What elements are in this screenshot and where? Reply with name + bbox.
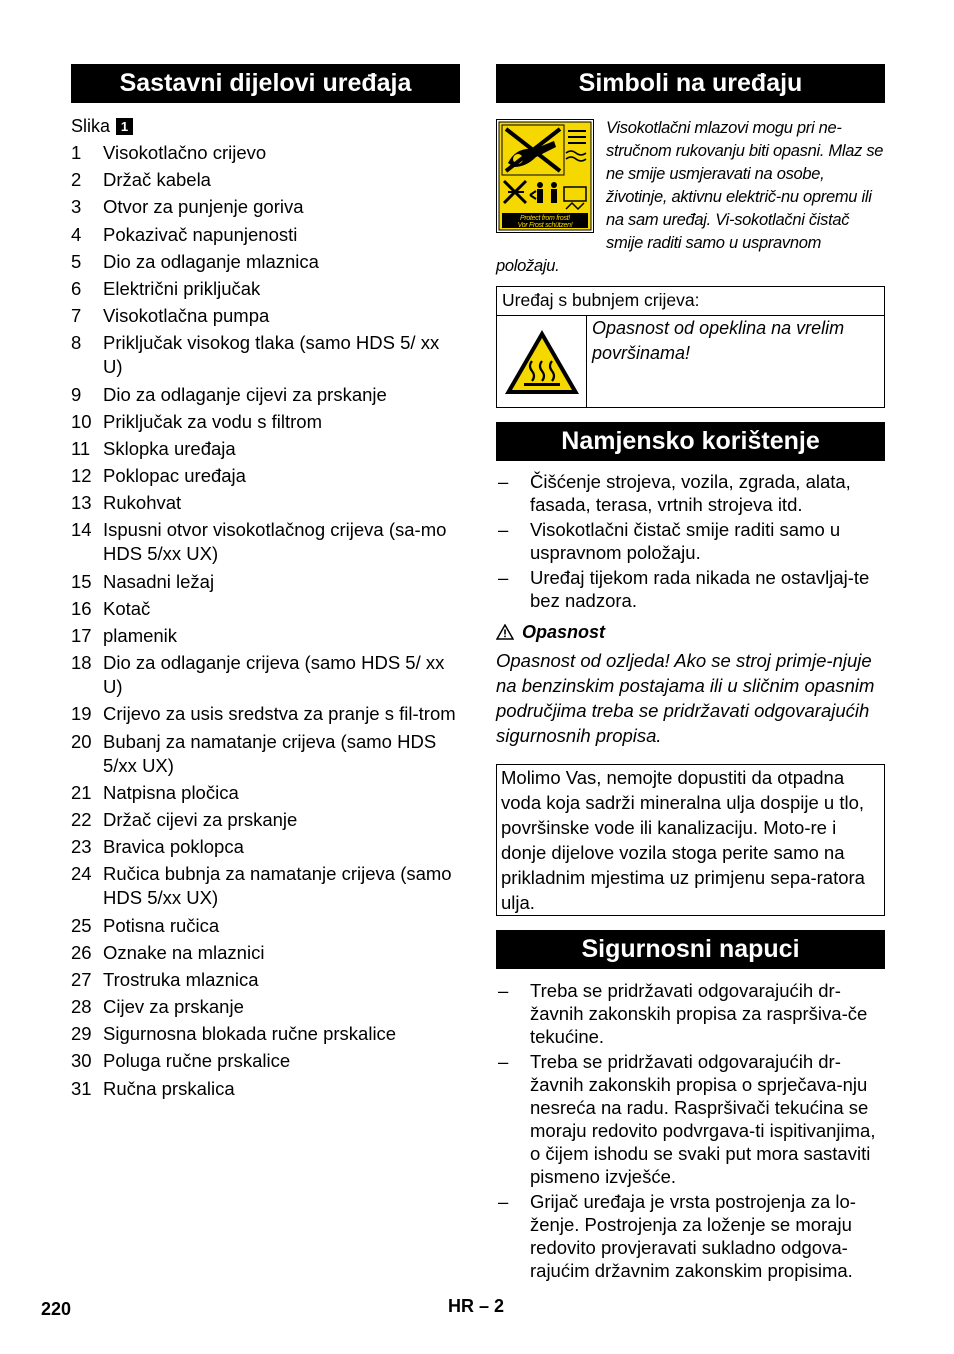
hose-drum-table-row xyxy=(497,316,884,407)
part-name: Sklopka uređaja xyxy=(103,437,236,459)
part-name: Trostruka mlaznica xyxy=(103,968,259,990)
label-caption-en: Protect from frost! xyxy=(520,215,570,222)
part-name: Visokotlačno crijevo xyxy=(103,142,267,163)
bullet-dash: – xyxy=(498,567,509,588)
part-item xyxy=(71,141,460,165)
part-item xyxy=(71,651,460,699)
intended-use-item xyxy=(496,566,885,612)
part-item xyxy=(71,1022,460,1046)
part-number: 7 xyxy=(71,305,82,327)
part-item xyxy=(71,168,460,192)
part-item xyxy=(71,331,460,379)
part-number: 28 xyxy=(71,996,92,1018)
part-number: 17 xyxy=(71,625,92,646)
intended-use-item xyxy=(496,470,885,516)
language-code: HR xyxy=(448,1296,474,1316)
part-number: 6 xyxy=(71,277,82,299)
part-name: Držač kabela xyxy=(103,169,211,191)
part-number: 12 xyxy=(71,465,92,487)
part-item xyxy=(71,835,460,859)
part-item xyxy=(71,383,460,407)
part-number: 2 xyxy=(71,169,82,191)
part-name: Dio za odlaganje mlaznica xyxy=(103,250,319,272)
hose-drum-warning-text: Opasnost od opeklina na vrelim površinama! xyxy=(592,318,845,363)
part-name: Potisna ručica xyxy=(103,914,220,936)
part-item xyxy=(71,223,460,247)
part-name: Rukohvat xyxy=(103,492,182,514)
parts-list xyxy=(71,141,460,1101)
part-number: 18 xyxy=(71,652,92,674)
part-item xyxy=(71,914,460,938)
safety-item-text: Grijač uređaja je vrsta postrojenja za lo-ženje. Postrojenja za loženje se moraju redovito provjeravati sukladno odgova-rajućim državnim zakonskim propisima. xyxy=(530,1191,856,1281)
part-name: Bubanj za namatanje crijeva (samo HDS 5/xx UX) xyxy=(103,730,437,776)
part-number: 1 xyxy=(71,142,82,163)
part-item xyxy=(71,250,460,274)
bullet-dash: – xyxy=(498,1191,509,1212)
page-number: 220 xyxy=(41,1299,72,1319)
part-number: 11 xyxy=(71,437,91,459)
part-name: Poklopac uređaja xyxy=(103,465,246,487)
part-name: Crijevo za usis sredstva za pranje s fil-trom xyxy=(103,703,456,725)
part-item xyxy=(71,995,460,1019)
part-name: Električni priključak xyxy=(103,277,261,299)
part-number: 30 xyxy=(71,1050,92,1072)
intended-use-item-text: Čišćenje strojeva, vozila, zgrada, alata, fasada, terasa, vrtnih strojeva itd. xyxy=(530,471,851,515)
label-caption-de: Vor Frost schützen! xyxy=(517,222,573,229)
section-heading-safety: Sigurnosni napuci xyxy=(496,930,885,969)
intended-use-list xyxy=(496,470,885,612)
part-item xyxy=(71,808,460,832)
part-number: 15 xyxy=(71,570,92,592)
part-name: Priključak visokog tlaka (samo HDS 5/ xx U) xyxy=(103,332,440,378)
part-name: Kotač xyxy=(103,597,151,619)
part-name: Ručica bubnja za namatanje crijeva (samo HDS 5/xx UX) xyxy=(103,863,452,909)
part-item xyxy=(71,304,460,328)
part-item xyxy=(71,968,460,992)
part-number: 3 xyxy=(71,196,82,218)
section-heading-components: Sastavni dijelovi uređaja xyxy=(71,64,460,103)
part-item xyxy=(71,862,460,910)
hose-drum-table xyxy=(496,286,885,408)
part-item xyxy=(71,702,460,726)
part-number: 8 xyxy=(71,332,82,354)
hot-surface-cell xyxy=(497,316,587,407)
bullet-dash: – xyxy=(498,1051,509,1072)
part-item xyxy=(71,730,460,778)
part-name: Nasadni ležaj xyxy=(103,570,215,592)
part-number: 19 xyxy=(71,703,92,725)
hose-drum-table-header: Uređaj s bubnjem crijeva: xyxy=(497,287,884,316)
figure-number-badge: 1 xyxy=(116,118,133,135)
left-column xyxy=(71,64,460,1104)
danger-text: Opasnost od ozljeda! Ako se stroj primje-njuje na benzinskim postajama ili u sličnim opasnim područjima treba se pridržavati odgovarajućih sigurnosnih propisa. xyxy=(496,650,875,746)
part-name: Natpisna pločica xyxy=(103,781,239,803)
part-name: Ručna prskalica xyxy=(103,1077,235,1099)
part-number: 14 xyxy=(71,519,92,541)
section-heading-intended-use: Namjensko korištenje xyxy=(496,422,885,461)
part-number: 9 xyxy=(71,383,82,405)
part-item xyxy=(71,570,460,594)
safety-item-text: Treba se pridržavati odgovarajućih dr-žavnih zakonskih propisa o sprječava-nju nesreća na radu. Raspršivači tekućina se moraju redovito podvrgava-ti ispitivanjima, o čijem ishodu se svaki put mora sastaviti pismeno izvješće. xyxy=(530,1051,876,1187)
safety-item xyxy=(496,1190,885,1282)
part-name: Visokotlačna pumpa xyxy=(103,305,270,327)
part-number: 26 xyxy=(71,941,92,963)
symbols-description: Visokotlačni mlazovi mogu pri ne-stručnom rukovanju biti opasni. Mlaz se ne smije usmjeravati na osobe, životinje, aktivnu električ-nu opremu ili na sam uređaj. Vi-sokotlačni čistač smije raditi samo u uspravnom položaju. xyxy=(496,119,884,275)
bullet-dash: – xyxy=(498,519,509,540)
part-number: 31 xyxy=(71,1077,92,1099)
part-number: 4 xyxy=(71,223,82,245)
environment-notice-box xyxy=(496,764,885,916)
part-number: 5 xyxy=(71,250,82,272)
part-item xyxy=(71,464,460,488)
part-number: 24 xyxy=(71,863,92,885)
part-number: 10 xyxy=(71,410,92,432)
part-number: 21 xyxy=(71,781,92,803)
part-item xyxy=(71,410,460,434)
part-item xyxy=(71,491,460,515)
right-column xyxy=(496,64,885,1284)
safety-item xyxy=(496,1050,885,1188)
part-name: Ispusni otvor visokotlačnog crijeva (sa-mo HDS 5/xx UX) xyxy=(103,519,447,565)
part-item xyxy=(71,518,460,566)
part-item xyxy=(71,437,460,461)
part-number: 29 xyxy=(71,1023,92,1045)
language-page-marker xyxy=(448,1296,504,1317)
hot-surface-warning-icon xyxy=(502,327,582,397)
environment-notice-text: Molimo Vas, nemojte dopustiti da otpadna voda koja sadrži mineralna ulja dospije u tlo, površinske vode ili kanalizaciju. Moto-re i donje dijelove vozila stoga perite samo na prikladnim mjestima uz primjenu sepa-ratora ulja. xyxy=(501,767,865,913)
part-item xyxy=(71,624,460,648)
part-item xyxy=(71,1077,460,1101)
part-name: Poluga ručne prskalice xyxy=(103,1050,291,1072)
part-number: 25 xyxy=(71,914,92,936)
part-number: 23 xyxy=(71,836,92,858)
part-item xyxy=(71,195,460,219)
safety-item xyxy=(496,979,885,1048)
part-item xyxy=(71,1049,460,1073)
bullet-dash: – xyxy=(498,471,509,492)
safety-item-text: Treba se pridržavati odgovarajućih dr-žavnih zakonskih propisa za raspršiva-če tekućine. xyxy=(530,980,868,1047)
part-number: 20 xyxy=(71,730,92,752)
part-item xyxy=(71,781,460,805)
sub-page-number: – 2 xyxy=(479,1296,505,1316)
part-item xyxy=(71,941,460,965)
part-name: Držač cijevi za prskanje xyxy=(103,808,298,830)
warning-label-icon xyxy=(496,119,594,233)
part-name: Otvor za punjenje goriva xyxy=(103,196,304,218)
part-name: Oznake na mlaznici xyxy=(103,941,265,963)
warning-triangle-icon xyxy=(496,624,514,640)
part-number: 16 xyxy=(71,597,92,619)
part-name: Sigurnosna blokada ručne prskalice xyxy=(103,1023,397,1045)
part-name: plamenik xyxy=(103,625,178,646)
part-name: Bravica poklopca xyxy=(103,836,244,858)
intended-use-item-text: Uređaj tijekom rada nikada ne ostavljaj-te bez nadzora. xyxy=(530,567,870,611)
part-number: 22 xyxy=(71,808,92,830)
danger-label: Opasnost xyxy=(522,622,606,642)
figure-reference xyxy=(71,115,460,137)
intended-use-item xyxy=(496,518,885,564)
part-name: Priključak za vodu s filtrom xyxy=(103,410,322,432)
symbols-block xyxy=(496,117,885,278)
section-heading-symbols: Simboli na uređaju xyxy=(496,64,885,103)
part-item xyxy=(71,597,460,621)
part-name: Dio za odlaganje crijeva (samo HDS 5/ xx U) xyxy=(103,652,445,698)
safety-list xyxy=(496,979,885,1282)
part-item xyxy=(71,277,460,301)
part-name: Cijev za prskanje xyxy=(103,996,244,1018)
part-name: Dio za odlaganje cijevi za prskanje xyxy=(103,383,387,405)
danger-heading xyxy=(496,620,885,644)
figure-label: Slika xyxy=(71,116,111,136)
part-name: Pokazivač napunjenosti xyxy=(103,223,298,245)
bullet-dash: – xyxy=(498,980,509,1001)
part-number: 27 xyxy=(71,968,92,990)
part-number: 13 xyxy=(71,492,92,514)
intended-use-item-text: Visokotlačni čistač smije raditi samo u uspravnom položaju. xyxy=(530,519,841,563)
